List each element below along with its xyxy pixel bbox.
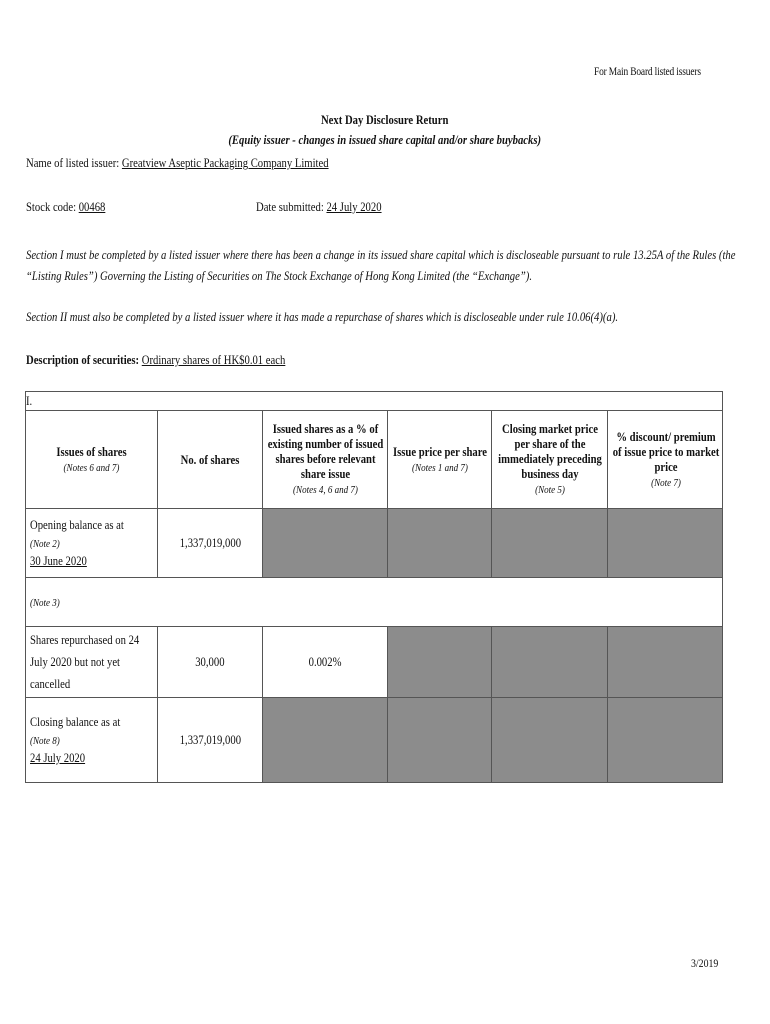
shaded-cell: [492, 509, 608, 578]
page-title: Next Day Disclosure Return: [321, 112, 449, 127]
page-subtitle: (Equity issuer - changes in issued share capital and/or share buybacks): [228, 132, 542, 147]
section-ii-instructions: Section II must also be completed by a listed issuer where it has made a repurchase of shares which is discloseable under rule 10.06(4)(a).: [26, 309, 619, 324]
shaded-cell: [492, 698, 608, 783]
col-issues-of-shares: Issues of shares (Notes 6 and 7): [26, 411, 158, 509]
shaded-cell: [263, 698, 388, 783]
date-submitted-line: [256, 199, 409, 215]
table-row-note3: [26, 578, 723, 627]
date-submitted-value: 24 July 2020: [326, 199, 382, 214]
description-value: Ordinary shares of HK$0.01 each: [141, 352, 286, 367]
note3-label: (Note 3): [26, 578, 723, 627]
shaded-cell: [608, 627, 723, 698]
shaded-cell: [388, 627, 492, 698]
col-issue-price: Issue price per share (Notes 1 and 7): [388, 411, 492, 509]
shaded-cell: [388, 698, 492, 783]
issuer-label: Name of listed issuer:: [26, 155, 120, 170]
shaded-cell: [608, 698, 723, 783]
shaded-cell: [263, 509, 388, 578]
shaded-cell: [492, 627, 608, 698]
header-row: [26, 411, 723, 509]
repurchased-label-cell: Shares repurchased on 24 July 2020 but not yet cancelled: [26, 627, 158, 698]
description-label: Description of securities:: [26, 352, 140, 367]
section-i-instructions: Section I must be completed by a listed issuer where there has been a change in its issued share capital which is discloseable pursuant to rule 13.25A of the Rules (the “Listing Rules”) Governing the Listing of Securities on The Stock Exchange of Hong Kong Limited (the “Exchange”).: [26, 247, 736, 283]
opening-label-cell: Opening balance as at (Note 2) 30 June 2020: [26, 509, 158, 578]
issuer-line: [26, 155, 395, 171]
col-no-of-shares: No. of shares: [158, 411, 263, 509]
stock-code-line: [26, 199, 123, 215]
form-version: 3/2019: [690, 956, 718, 970]
table-row-closing-balance: [26, 698, 723, 783]
closing-shares: 1,337,019,000: [158, 698, 263, 783]
table-row-repurchased: [26, 627, 723, 698]
opening-shares: 1,337,019,000: [158, 509, 263, 578]
issuer-value: Greatview Aseptic Packaging Company Limited: [121, 155, 329, 170]
share-capital-table: [25, 391, 723, 783]
date-submitted-label: Date submitted:: [256, 199, 324, 214]
closing-label-cell: Closing balance as at (Note 8) 24 July 2020: [26, 698, 158, 783]
col-closing-market-price: Closing market price per share of the immediately preceding business day (Note 5): [492, 411, 608, 509]
stock-code-value: 00468: [78, 199, 106, 214]
board-note: For Main Board listed issuers: [593, 66, 701, 78]
shaded-cell: [388, 509, 492, 578]
shaded-cell: [608, 509, 723, 578]
section-label: I.: [26, 392, 723, 411]
section-row: [26, 392, 723, 411]
table-row-opening-balance: [26, 509, 723, 578]
repurchased-pct: 0.002%: [263, 627, 388, 698]
col-discount-premium: % discount/ premium of issue price to market price (Note 7): [608, 411, 723, 509]
col-issued-pct: Issued shares as a % of existing number of issued shares before relevant share issue (Notes 4, 6 and 7): [263, 411, 388, 509]
description-line: [26, 352, 342, 368]
stock-code-label: Stock code:: [26, 199, 77, 214]
repurchased-shares: 30,000: [158, 627, 263, 698]
